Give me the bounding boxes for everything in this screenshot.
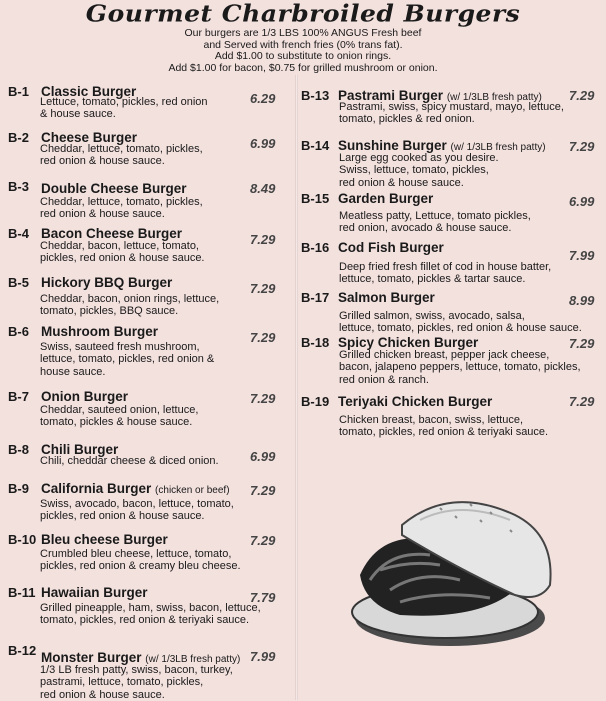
- item-name-text: Garden Burger: [338, 191, 434, 206]
- item-description: [40, 96, 295, 121]
- item-description: [40, 455, 295, 467]
- item-name: [41, 532, 168, 547]
- item-code: B-9: [8, 481, 29, 496]
- item-name: [41, 389, 128, 404]
- description-line: Cheddar, bacon, onion rings, lettuce,: [40, 293, 220, 305]
- item-description: [40, 498, 295, 523]
- item-name-text: Sunshine Burger: [338, 138, 447, 153]
- item-price: 6.29: [250, 91, 276, 106]
- description-line: tomato, pickles, BBQ sauce.: [40, 305, 179, 318]
- item-code: B-15: [301, 191, 330, 206]
- item-note: (w/ 1/3LB fresh patty): [446, 92, 542, 103]
- description-line: Deep fried fresh fillet of cod in house batter,: [339, 261, 552, 273]
- item-name-text: Bacon Cheese Burger: [41, 226, 183, 241]
- description-line: Grilled chicken breast, pepper jack cheese,: [339, 349, 550, 361]
- item-description: [339, 210, 604, 235]
- description-line: house sauce.: [40, 365, 106, 378]
- item-name: [338, 394, 492, 409]
- description-line: red onion & house sauce.: [339, 176, 464, 189]
- description-line: red onion, avocado & house sauce.: [339, 222, 512, 235]
- item-code: B-10: [8, 532, 37, 547]
- item-description: [40, 293, 295, 318]
- description-line: Grilled pineapple, ham, swiss, bacon, lettuce,: [40, 602, 261, 614]
- description-line: red onion & house sauce.: [40, 688, 165, 701]
- item-code: B-17: [301, 290, 330, 305]
- item-price: 7.99: [569, 248, 595, 263]
- item-note: (chicken or beef): [155, 485, 230, 496]
- item-name-text: Bleu cheese Burger: [41, 532, 168, 547]
- item-description: [339, 152, 604, 189]
- item-price: 8.49: [250, 181, 276, 196]
- item-description: [339, 349, 604, 386]
- description-line: lettuce, tomato, pickles, red onion &: [40, 353, 215, 366]
- description-line: tomato, pickles, red onion & teriyaki sauce.: [40, 614, 250, 627]
- item-name-text: Onion Burger: [41, 389, 128, 404]
- description-line: Pastrami, swiss, spicy mustard, mayo, lettuce,: [339, 101, 564, 113]
- description-line: tomato, pickles, red onion & teriyaki sauce.: [339, 426, 549, 439]
- item-name: [338, 240, 444, 255]
- description-line: tomato, pickles & red onion.: [339, 113, 475, 126]
- description-line: Swiss, avocado, bacon, lettuce, tomato,: [40, 498, 234, 510]
- item-code: B-16: [301, 240, 330, 255]
- menu-title: Gourmet Charbroiled Burgers: [85, 0, 521, 28]
- item-name: [41, 481, 230, 496]
- item-name: [41, 226, 182, 241]
- description-line: Swiss, sauteed fresh mushroom,: [40, 341, 200, 353]
- item-code: B-7: [8, 389, 29, 404]
- item-name: [41, 650, 240, 665]
- item-price: 7.29: [250, 232, 276, 247]
- item-price: 7.29: [569, 336, 595, 351]
- item-description: [40, 548, 295, 573]
- item-name: [41, 585, 148, 600]
- item-name: [338, 138, 546, 153]
- item-name-text: Teriyaki Chicken Burger: [338, 394, 493, 409]
- item-description: [40, 404, 295, 429]
- description-line: pickles, red onion & creamy bleu cheese.: [40, 560, 241, 573]
- item-name-text: Classic Burger: [41, 84, 137, 99]
- description-line: Chili, cheddar cheese & diced onion.: [40, 455, 219, 467]
- description-line: Grilled salmon, swiss, avocado, salsa,: [339, 310, 525, 322]
- menu-intro: [0, 28, 606, 74]
- description-line: Lettuce, tomato, pickles, red onion: [40, 96, 208, 108]
- description-line: tomato, pickles & house sauce.: [40, 416, 193, 429]
- item-name-text: Spicy Chicken Burger: [338, 335, 479, 350]
- item-name: [41, 324, 158, 339]
- item-name: [338, 335, 478, 350]
- item-price: 7.29: [250, 483, 276, 498]
- item-description: [40, 143, 295, 168]
- description-line: Meatless patty, Lettuce, tomato pickles,: [339, 210, 531, 222]
- item-code: B-8: [8, 442, 29, 457]
- item-code: B-11: [8, 585, 36, 600]
- item-code: B-1: [8, 84, 29, 99]
- description-line: Large egg cooked as you desire.: [339, 152, 499, 164]
- item-name-text: Cod Fish Burger: [338, 240, 444, 255]
- menu-header: [0, 0, 606, 74]
- item-description: [40, 240, 295, 265]
- description-line: red onion & house sauce.: [40, 155, 165, 168]
- item-description: [339, 414, 604, 439]
- item-description: [40, 341, 295, 378]
- item-code: B-2: [8, 130, 29, 145]
- item-name-text: Mushroom Burger: [41, 324, 159, 339]
- intro-line: Add $1.00 for bacon, $0.75 for grilled mushroom or onion.: [168, 61, 438, 74]
- description-line: Cheddar, sauteed onion, lettuce,: [40, 404, 199, 416]
- item-price: 6.99: [250, 449, 276, 464]
- burger-photo: [340, 490, 565, 665]
- item-name-text: Cheese Burger: [41, 130, 138, 145]
- description-line: pickles, red onion & house sauce.: [40, 510, 205, 523]
- description-line: 1/3 LB fresh patty, swiss, bacon, turkey,: [40, 664, 233, 676]
- item-code: B-14: [301, 138, 330, 153]
- item-name-text: Monster Burger: [41, 650, 142, 665]
- description-line: Crumbled bleu cheese, lettuce, tomato,: [40, 548, 232, 560]
- item-note: (w/ 1/3LB fresh patty): [145, 654, 241, 665]
- item-price: 6.99: [569, 194, 595, 209]
- item-code: B-13: [301, 88, 330, 103]
- item-name-text: Chili Burger: [41, 442, 119, 457]
- item-name-text: Double Cheese Burger: [41, 181, 187, 196]
- item-price: 7.99: [250, 649, 276, 664]
- item-price: 7.29: [250, 281, 276, 296]
- item-description: [339, 101, 604, 126]
- item-price: 6.99: [250, 136, 276, 151]
- item-code: B-6: [8, 324, 29, 339]
- description-line: Cheddar, lettuce, tomato, pickles,: [40, 143, 203, 155]
- item-code: B-12: [8, 643, 37, 658]
- item-code: B-18: [301, 335, 330, 350]
- item-name: [338, 191, 433, 206]
- description-line: red onion & house sauce.: [40, 208, 165, 221]
- item-description: [40, 602, 295, 627]
- item-price: 7.29: [569, 139, 595, 154]
- description-line: bacon, jalapeno peppers, lettuce, tomato, pickles,: [339, 361, 581, 374]
- description-line: Chicken breast, bacon, swiss, lettuce,: [339, 414, 524, 426]
- item-code: B-3: [8, 179, 29, 194]
- description-line: Cheddar, bacon, lettuce, tomato,: [40, 240, 199, 252]
- item-name-text: Hawaiian Burger: [41, 585, 148, 600]
- item-name-text: Pastrami Burger: [338, 88, 444, 103]
- intro-line: Add $1.00 to substitute to onion rings.: [214, 50, 392, 62]
- description-line: Swiss, lettuce, tomato, pickles,: [339, 164, 489, 177]
- page-fold: [295, 75, 298, 700]
- item-code: B-4: [8, 226, 29, 241]
- item-description: [40, 664, 295, 701]
- item-description: [339, 310, 604, 335]
- description-line: pickles, red onion & house sauce.: [40, 252, 205, 265]
- item-name: [41, 181, 187, 196]
- item-name-text: Hickory BBQ Burger: [41, 275, 173, 290]
- item-price: 7.29: [250, 533, 276, 548]
- item-price: 8.99: [569, 293, 595, 308]
- description-line: lettuce, tomato, pickles, red onion & house sauce.: [339, 322, 582, 335]
- item-price: 7.29: [250, 330, 276, 345]
- item-price: 7.29: [250, 391, 276, 406]
- intro-line: and Served with french fries (0% trans fat).: [203, 38, 403, 51]
- item-price: 7.29: [569, 394, 595, 409]
- intro-line: Our burgers are 1/3 LBS 100% ANGUS Fresh beef: [184, 27, 422, 39]
- item-name: [338, 290, 435, 305]
- description-line: lettuce, tomato, pickles & tartar sauce.: [339, 273, 526, 286]
- item-description: [40, 196, 295, 221]
- item-code: B-5: [8, 275, 29, 290]
- item-code: B-19: [301, 394, 330, 409]
- item-price: 7.79: [250, 590, 276, 605]
- description-line: & house sauce.: [40, 108, 116, 121]
- item-note: (w/ 1/3LB fresh patty): [450, 142, 546, 153]
- description-line: Cheddar, lettuce, tomato, pickles,: [40, 196, 203, 208]
- item-price: 7.29: [569, 88, 595, 103]
- item-name: [41, 275, 172, 290]
- item-description: [339, 261, 604, 286]
- item-name-text: California Burger: [41, 481, 152, 496]
- description-line: pastrami, lettuce, tomato, pickles,: [40, 676, 204, 689]
- description-line: red onion & ranch.: [339, 373, 429, 386]
- item-name-text: Salmon Burger: [338, 290, 435, 305]
